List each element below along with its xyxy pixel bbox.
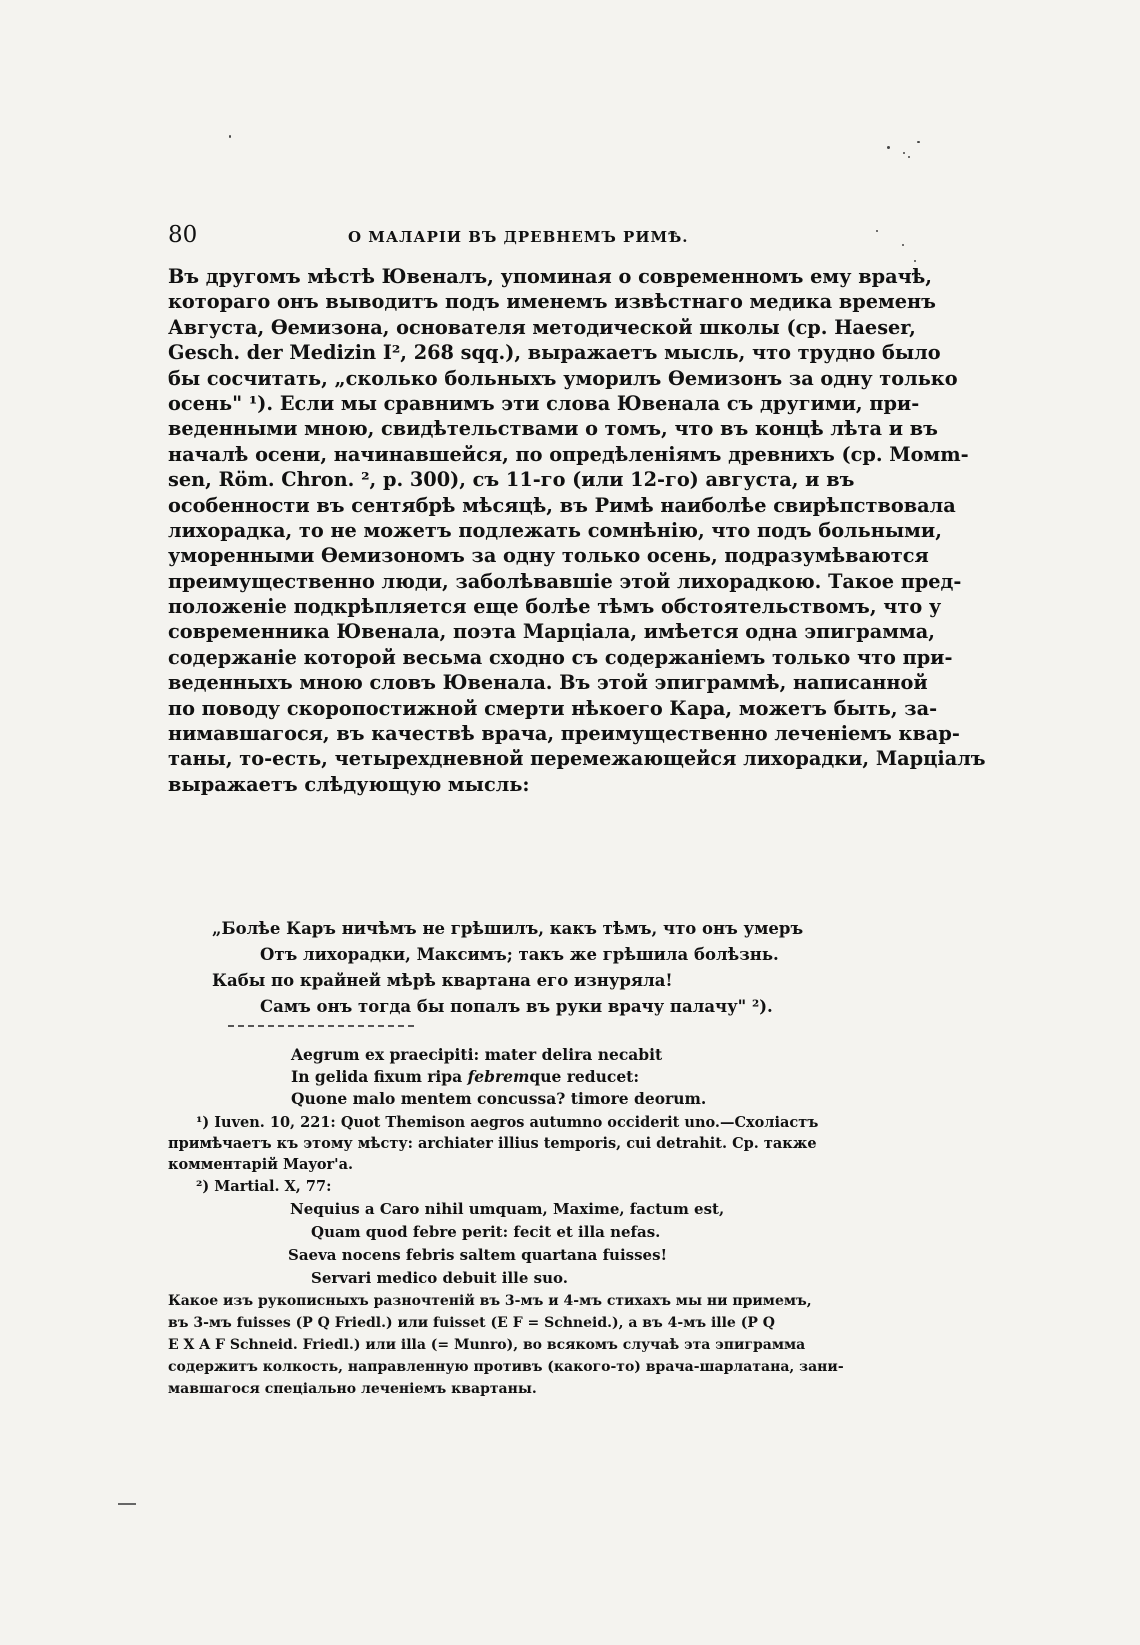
- body-line: веденныхъ мною словъ Ювенала. Въ этой эпиграммѣ, написанной: [168, 671, 928, 695]
- verse-line: Кабы по крайней мѣрѣ квартана его изнуряла!: [212, 971, 673, 990]
- latin-verse-line: Quam quod febre perit: fecit et illa nefas.: [311, 1223, 661, 1241]
- body-line: Августа, Ѳемизона, основателя методической школы (ср. Haeser,: [168, 315, 916, 339]
- footnote-note-line: Какое изъ рукописныхъ разночтеній въ 3-мъ и 4-мъ стихахъ мы ни примемъ,: [168, 1293, 812, 1309]
- latin-verse-line: Nequius a Caro nihil umquam, Maxime, factum est,: [290, 1200, 725, 1218]
- latin-quote: [291, 1044, 811, 1110]
- latin-verse-line: Saeva nocens febris saltem quartana fuisses!: [288, 1246, 668, 1264]
- latin-line: Aegrum ex praecipiti: mater delira necabit: [291, 1045, 663, 1064]
- footnote-note-line: мавшагося спеціально леченіемъ квартаны.: [168, 1381, 537, 1397]
- body-line: содержаніе которой весьма сходно съ содержаніемъ только что при-: [168, 645, 953, 669]
- footnote-separator: [228, 1025, 414, 1027]
- footnote-note-line: содержитъ колкость, направленную противъ (какого-то) врача-шарлатана, зани-: [168, 1359, 844, 1375]
- scan-mark: [118, 1503, 136, 1505]
- latin-italic-word: febrem: [467, 1067, 530, 1086]
- body-line: sen, Röm. Chron. ², p. 300), съ 11-го (или 12-го) августа, и въ: [168, 468, 855, 492]
- scan-speck: [903, 152, 905, 154]
- scan-speck: [902, 244, 904, 246]
- body-line: лихорадка, то не можетъ подлежать сомнѣнію, что подъ больными,: [168, 518, 942, 542]
- footnote-note-line: въ 3-мъ fuisses (P Q Friedl.) или fuisset (E F = Schneid.), а въ 4-мъ ille (P Q: [168, 1315, 775, 1331]
- body-line: котораго онъ выводитъ подъ именемъ извѣстнаго медика временъ: [168, 290, 936, 314]
- scan-speck: [887, 146, 890, 149]
- footnote-line: ¹) Iuven. 10, 221: Quot Themison aegros autumno occiderit uno.—Схоліастъ: [196, 1114, 819, 1131]
- latin-verse-line: Servari medico debuit ille suo.: [311, 1269, 568, 1287]
- body-line: по поводу скоропостижной смерти нѣкоего Кара, можетъ быть, за-: [168, 696, 938, 720]
- body-line: выражаетъ слѣдующую мысль:: [168, 772, 530, 796]
- body-line: бы сосчитать, „сколько больныхъ уморилъ Ѳемизонъ за одну только: [168, 366, 958, 390]
- body-line: современника Ювенала, поэта Марціала, имѣется одна эпиграмма,: [168, 620, 935, 644]
- body-line: уморенными Ѳемизономъ за одну только осень, подразумѣваются: [168, 544, 929, 568]
- body-line: Gesch. der Medizin I², 268 sqq.), выражаетъ мысль, что трудно было: [168, 341, 941, 365]
- page-header: [168, 222, 910, 252]
- latin-line: [291, 1066, 811, 1088]
- scan-speck: [876, 230, 878, 232]
- verse-line: Самъ онъ тогда бы попалъ въ руки врачу палачу" ²).: [260, 997, 773, 1016]
- verse-line: Отъ лихорадки, Максимъ; такъ же грѣшила болѣзнь.: [260, 945, 779, 964]
- body-line: веденными мною, свидѣтельствами о томъ, что въ концѣ лѣта и въ: [168, 417, 938, 441]
- footnote-line: комментарій Mayor'а.: [168, 1156, 354, 1173]
- footnote-2: [168, 1176, 910, 1400]
- footnote-line: примѣчаетъ къ этому мѣсту: archiater illius temporis, cui detrahit. Ср. также: [168, 1135, 817, 1152]
- running-head: О МАЛАРІИ ВЪ ДРЕВНЕМЪ РИМѢ.: [348, 228, 689, 246]
- page-number: 80: [168, 222, 198, 248]
- body-line: преимущественно люди, заболѣвавшіе этой лихорадкою. Такое пред-: [168, 569, 962, 593]
- body-text: [168, 264, 986, 797]
- latin-line: Quone malo mentem concussa? timore deorum.: [291, 1089, 707, 1108]
- body-line: таны, то-есть, четырехдневной перемежающейся лихорадки, Марціалъ: [168, 747, 986, 771]
- scan-speck: [229, 135, 231, 138]
- scan-speck: [914, 260, 916, 262]
- scan-speck: [908, 156, 910, 158]
- body-line: положеніе подкрѣпляется еще болѣе тѣмъ обстоятельствомъ, что у: [168, 595, 942, 619]
- body-line: началѣ осени, начинавшейся, по опредѣленіямъ древнихъ (ср. Mомm-: [168, 442, 969, 466]
- footnote-1: [168, 1112, 910, 1175]
- scan-speck: [917, 141, 920, 143]
- verse-line: „Болѣе Каръ ничѣмъ не грѣшилъ, какъ тѣмъ, что онъ умеръ: [212, 919, 804, 938]
- latin-line-prefix: In gelida fixum ripa: [291, 1067, 468, 1086]
- body-line: Въ другомъ мѣстѣ Ювеналъ, упоминая о современномъ ему врачѣ,: [168, 265, 932, 288]
- footnote-note-line: E X A F Schneid. Friedl.) или illa (= Munro), во всякомъ случаѣ эта эпиграмма: [168, 1337, 806, 1353]
- latin-line-suffix: que reducet:: [529, 1067, 640, 1086]
- translated-epigram: [212, 916, 872, 1020]
- footnote-2-label: ²) Martial. X, 77:: [196, 1178, 332, 1195]
- body-line: нимавшагося, въ качествѣ врача, преимущественно леченіемъ квар-: [168, 722, 960, 746]
- body-line: особенности въ сентябрѣ мѣсяцѣ, въ Римѣ наиболѣе свирѣпствовала: [168, 493, 956, 517]
- body-line: осень" ¹). Если мы сравнимъ эти слова Ювенала съ другими, при-: [168, 391, 920, 415]
